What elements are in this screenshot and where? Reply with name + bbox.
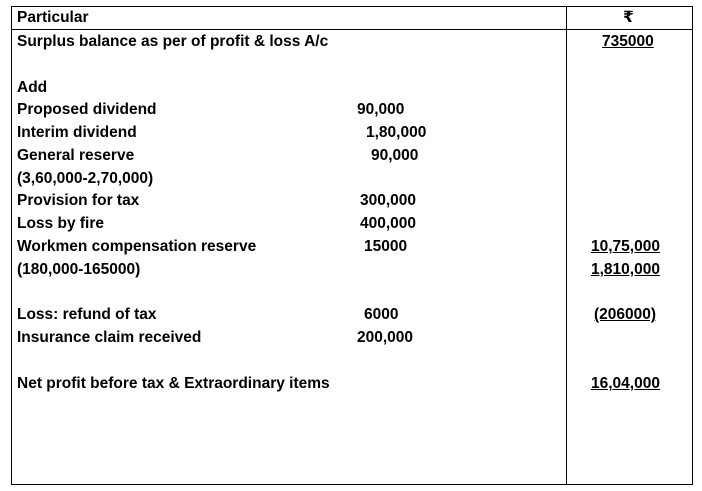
row-label-workmen-compensation: Workmen compensation reserve — [17, 238, 257, 255]
row-value-proposed-dividend: 90,000 — [357, 101, 405, 118]
row-label-add: Add — [17, 79, 48, 96]
row-label-provision-for-tax: Provision for tax — [17, 192, 140, 209]
row-value-provision-for-tax: 300,000 — [360, 192, 417, 209]
row-value-general-reserve: 90,000 — [371, 147, 419, 164]
row-value-workmen-compensation: 15000 — [364, 238, 408, 255]
row-label-insurance-claim: Insurance claim received — [17, 329, 202, 346]
row-label-proposed-dividend: Proposed dividend — [17, 101, 157, 118]
row-label-loss-by-fire: Loss by fire — [17, 215, 104, 232]
row-label-workmen-calc: (180,000-165000) — [17, 261, 141, 278]
row-amount-subtotal: 1,810,000 — [591, 261, 660, 278]
row-amount-less-total: (206000) — [594, 306, 657, 323]
row-value-refund-of-tax: 6000 — [364, 306, 399, 323]
header-divider — [11, 29, 693, 30]
row-value-loss-by-fire: 400,000 — [360, 215, 417, 232]
row-amount-surplus: 735000 — [602, 33, 654, 50]
row-amount-net-profit: 16,04,000 — [591, 375, 660, 392]
row-label-general-reserve-calc: (3,60,000-2,70,000) — [17, 170, 154, 187]
row-value-interim-dividend: 1,80,000 — [366, 124, 427, 141]
row-value-insurance-claim: 200,000 — [357, 329, 414, 346]
header-particular: Particular — [17, 9, 89, 26]
header-currency: ₹ — [623, 9, 634, 26]
row-label-general-reserve: General reserve — [17, 147, 135, 164]
row-label-refund-of-tax: Loss: refund of tax — [17, 306, 157, 323]
row-label-surplus: Surplus balance as per of profit & loss A/c — [17, 33, 329, 50]
column-divider — [566, 6, 567, 485]
row-label-interim-dividend: Interim dividend — [17, 124, 137, 141]
row-amount-add-total: 10,75,000 — [591, 238, 660, 255]
row-label-net-profit: Net profit before tax & Extraordinary items — [17, 375, 330, 392]
